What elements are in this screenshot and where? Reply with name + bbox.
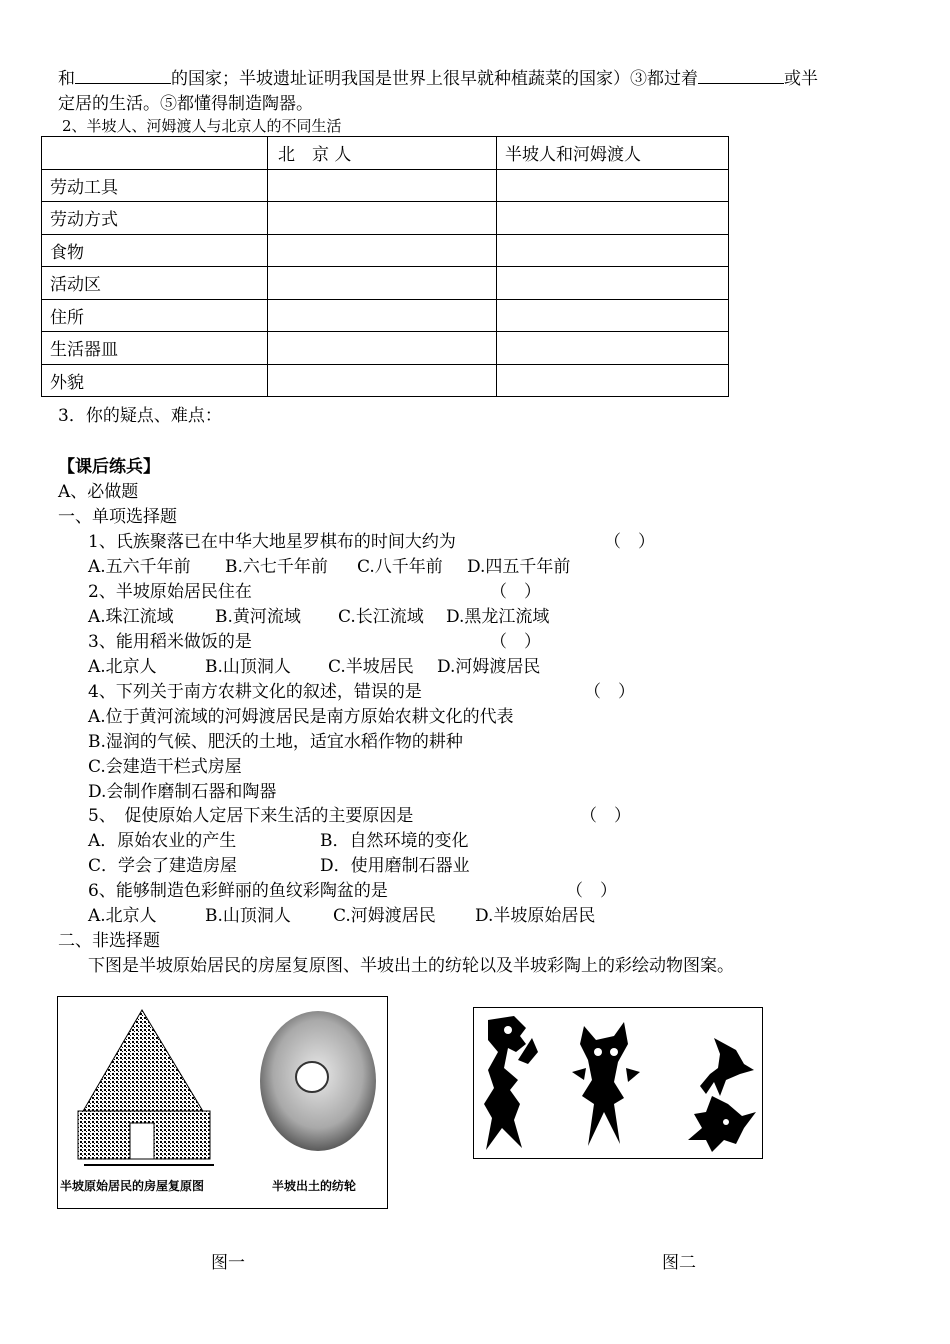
question-stem: 2、半坡原始居民住在 [88,582,252,602]
answer-cell[interactable] [268,234,497,267]
answer-cell[interactable] [497,364,729,397]
option-c[interactable]: C.半坡居民 [328,657,414,677]
option-b[interactable]: B.湿润的气候、肥沃的土地，适宜水稻作物的耕种 [88,732,463,752]
table-header-row [42,137,729,170]
answer-paren[interactable]: （ ） [604,532,655,552]
table-row [42,299,729,332]
answer-cell[interactable] [268,364,497,397]
intro-text-c: 或半 [784,69,818,89]
practice-title: 【课后练兵】 [58,457,160,477]
option-a[interactable]: A.珠江流域 [88,607,174,627]
option-b[interactable]: B.山顶洞人 [205,906,291,926]
option-b[interactable]: B.山顶洞人 [205,657,291,677]
option-c[interactable]: C.长江流域 [338,607,424,627]
row-label: 食物 [42,234,268,267]
table-row [42,234,729,267]
table-row [42,202,729,235]
question-stem: 1、氏族聚落已在中华大地星罗棋布的时间大约为 [88,532,456,552]
answer-cell[interactable] [268,169,497,202]
table-header-cell [42,137,268,170]
spinning-wheel-illustration [258,1009,378,1159]
table-row [42,332,729,365]
option-a[interactable]: A.五六千年前 [88,557,191,577]
row-label: 劳动方式 [42,202,268,235]
answer-cell[interactable] [497,267,729,300]
option-d[interactable]: D．使用磨制石器业 [320,856,470,876]
answer-cell[interactable] [268,202,497,235]
non-choice-heading: 二、非选择题 [58,931,160,951]
table-row [42,169,729,202]
option-c[interactable]: C.河姆渡居民 [333,906,436,926]
answer-cell[interactable] [497,169,729,202]
option-d[interactable]: D.黑龙江流域 [446,607,550,627]
table-row [42,267,729,300]
question-stem: 5、 促使原始人定居下来生活的主要原因是 [88,806,414,826]
table-row [42,364,729,397]
option-b[interactable]: B.黄河流域 [215,607,301,627]
answer-paren[interactable]: （ ） [490,582,541,602]
row-label: 活动区 [42,267,268,300]
header-beijing: 北 京 人 [278,145,352,166]
figure-1-label: 图一 [211,1253,245,1273]
fill-blank[interactable] [698,69,784,84]
part-a-heading: A、必做题 [58,482,139,502]
option-a[interactable]: A．原始农业的产生 [88,831,237,851]
figure-2-label: 图二 [662,1253,696,1273]
table-header-cell [497,137,729,170]
fill-blank[interactable] [75,69,171,84]
question-3-difficulties: 3．你的疑点、难点： [58,406,222,426]
option-a[interactable]: A.位于黄河流域的河姆渡居民是南方原始农耕文化的代表 [88,707,514,727]
header-banpo-hemudu: 半坡人和河姆渡人 [505,145,641,166]
intro-line-2: 定居的生活。⑤都懂得制造陶器。 [58,94,313,114]
answer-paren[interactable]: （ ） [580,806,631,826]
table-header-cell [268,137,497,170]
intro-line-1 [58,64,818,89]
row-label: 外貌 [42,364,268,397]
option-c[interactable]: C.八千年前 [357,557,443,577]
row-label: 劳动工具 [42,169,268,202]
answer-cell[interactable] [497,332,729,365]
answer-cell[interactable] [268,299,497,332]
intro-text-b: 的国家；半坡遗址证明我国是世界上很早就种植蔬菜的国家）③都过着 [171,69,698,89]
house-reconstruction-illustration [64,1005,224,1175]
option-a[interactable]: A.北京人 [88,657,157,677]
answer-cell[interactable] [497,234,729,267]
question-stem: 3、能用稻米做饭的是 [88,632,252,652]
answer-cell[interactable] [268,332,497,365]
answer-paren[interactable]: （ ） [490,632,541,652]
option-d[interactable]: D.四五千年前 [467,557,571,577]
option-d[interactable]: D.半坡原始居民 [475,906,596,926]
answer-paren[interactable]: （ ） [584,682,635,702]
figure-1-frame [57,996,388,1209]
wheel-caption: 半坡出土的纺轮 [272,1179,357,1193]
option-c[interactable]: C.会建造干栏式房屋 [88,757,242,777]
intro-text-a: 和 [58,69,75,89]
question-stem: 4、下列关于南方农耕文化的叙述，错误的是 [88,682,422,702]
answer-paren[interactable]: （ ） [566,881,617,901]
option-c[interactable]: C．学会了建造房屋 [88,856,238,876]
answer-cell[interactable] [268,267,497,300]
row-label: 生活器皿 [42,332,268,365]
answer-cell[interactable] [497,299,729,332]
house-caption: 半坡原始居民的房屋复原图 [60,1179,205,1193]
option-b[interactable]: B．自然环境的变化 [320,831,469,851]
painted-fish-pattern-illustration [474,1008,762,1158]
option-d[interactable]: D.河姆渡居民 [437,657,541,677]
comparison-table [41,136,729,397]
row-label: 住所 [42,299,268,332]
question-stem: 6、能够制造色彩鲜丽的鱼纹彩陶盆的是 [88,881,388,901]
section-2-title: 2、半坡人、河姆渡人与北京人的不同生活 [62,117,342,135]
answer-cell[interactable] [497,202,729,235]
option-a[interactable]: A.北京人 [88,906,157,926]
figure-2-frame [473,1007,763,1159]
option-d[interactable]: D.会制作磨制石器和陶器 [88,782,277,802]
single-choice-heading: 一、单项选择题 [58,507,177,527]
option-b[interactable]: B.六七千年前 [225,557,328,577]
figure-description: 下图是半坡原始居民的房屋复原图、半坡出土的纺轮以及半坡彩陶上的彩绘动物图案。 [88,956,734,976]
